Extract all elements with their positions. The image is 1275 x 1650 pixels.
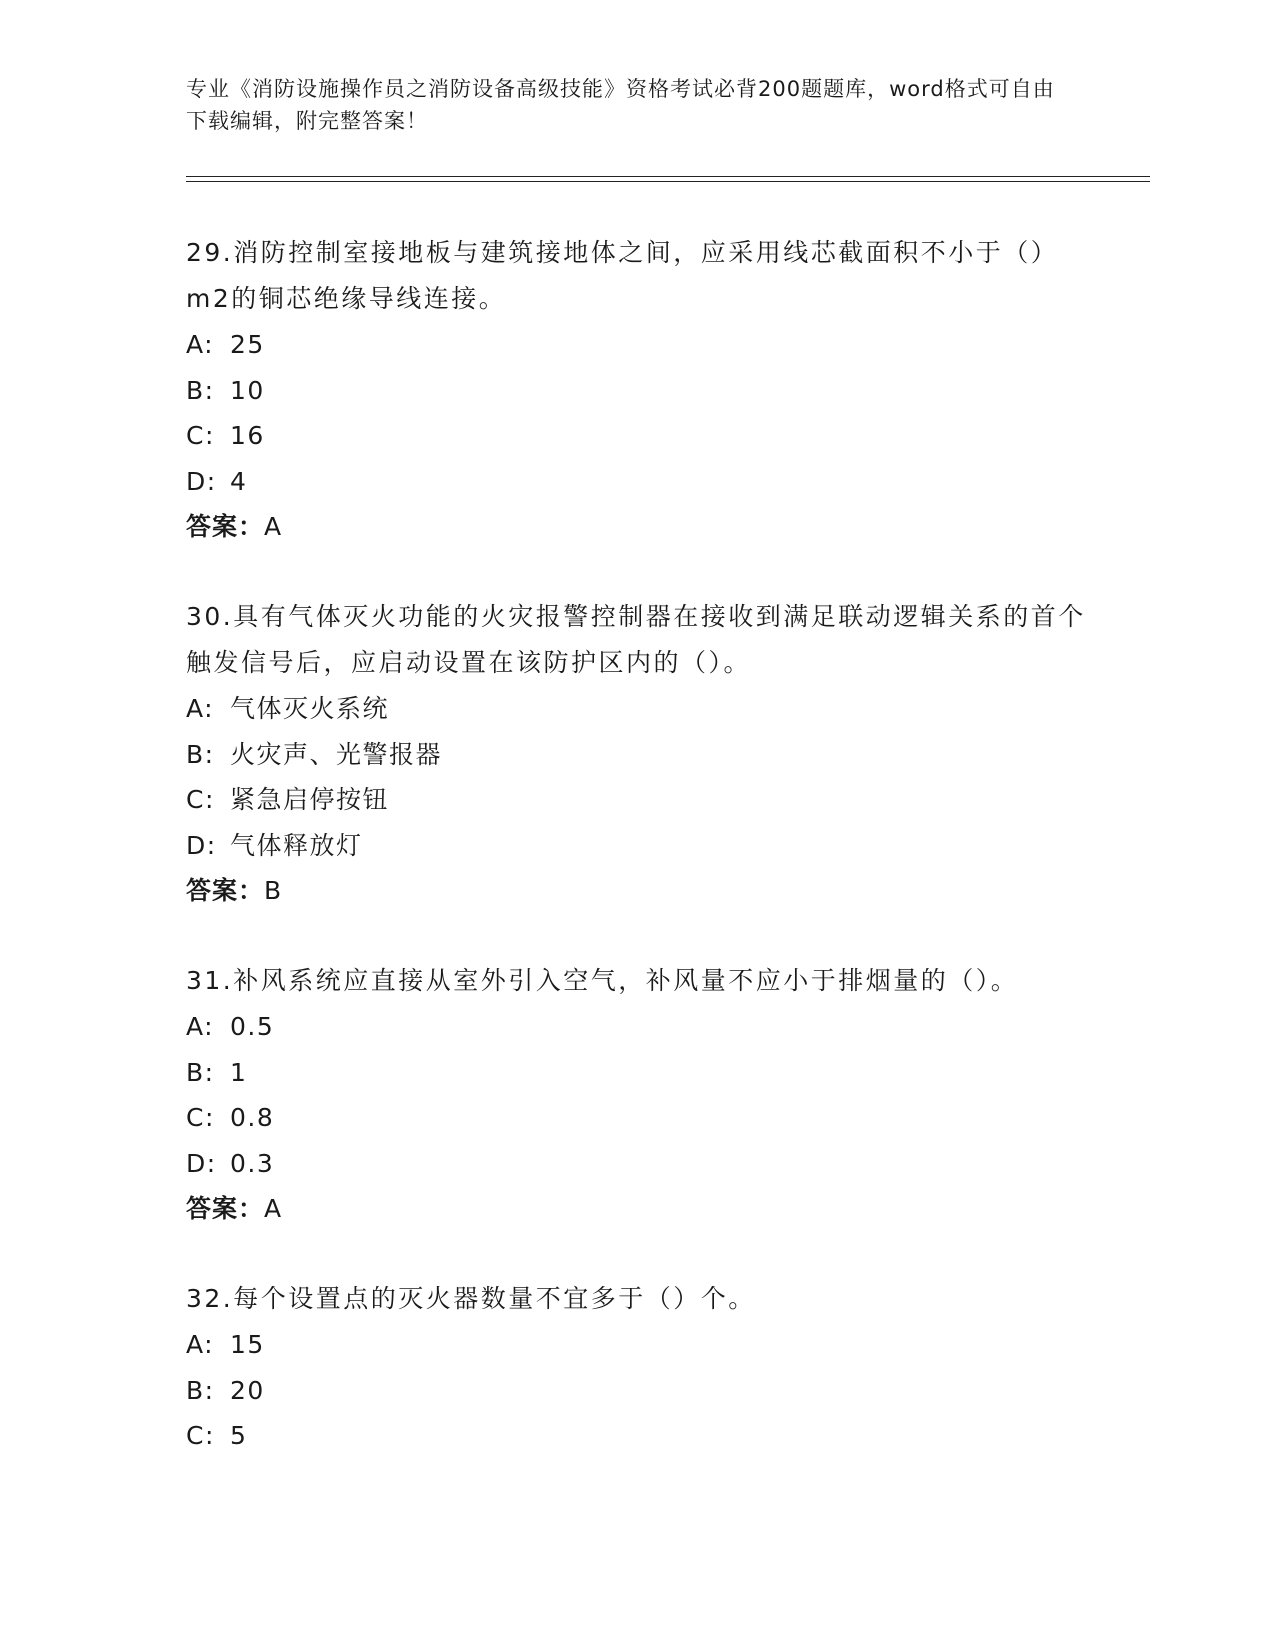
- option-text: 0.5: [230, 1012, 275, 1041]
- answer-label: 答案：: [186, 1194, 265, 1223]
- question-stem: 32.每个设置点的灭火器数量不宜多于（）个。: [186, 1284, 756, 1313]
- answer-line: [186, 1186, 1086, 1232]
- question-stem: 29.消防控制室接地板与建筑接地体之间，应采用线芯截面积不小于（）m2的铜芯绝缘导线连接。: [186, 238, 1059, 313]
- option-a: [186, 322, 1086, 368]
- question-30: [186, 594, 1086, 914]
- option-text: 0.3: [230, 1148, 275, 1178]
- question-32: [186, 1276, 1086, 1459]
- option-text: 气体灭火系统: [230, 694, 390, 723]
- option-b: [186, 732, 1086, 778]
- answer-label: 答案：: [186, 512, 265, 541]
- answer-line: [186, 504, 1086, 550]
- answer-value: B: [264, 876, 283, 905]
- question-31: [186, 958, 1086, 1232]
- option-key: B:: [186, 375, 215, 405]
- document-header: 专业《消防设施操作员之消防设备高级技能》资格考试必背200题题库，word格式可自由下载编辑，附完整答案！: [186, 77, 1055, 133]
- option-text: 16: [230, 421, 265, 450]
- option-a: [186, 1004, 1086, 1050]
- option-key: C:: [186, 1103, 215, 1132]
- option-text: 15: [230, 1330, 265, 1359]
- option-key: A:: [186, 1330, 215, 1359]
- header-divider-top: [186, 176, 1150, 177]
- header-divider-bottom: [186, 181, 1150, 182]
- option-a: [186, 686, 1086, 732]
- option-text: 1: [230, 1057, 248, 1087]
- option-key: C:: [186, 1421, 215, 1450]
- option-text: 5: [230, 1421, 248, 1450]
- option-text: 10: [230, 375, 265, 405]
- option-key: D:: [186, 830, 217, 860]
- answer-line: [186, 868, 1086, 914]
- answer-value: A: [264, 1194, 283, 1223]
- option-text: 25: [230, 330, 265, 359]
- option-key: C:: [186, 785, 215, 814]
- option-key: D:: [186, 1148, 217, 1178]
- answer-value: A: [264, 512, 283, 541]
- option-text: 气体释放灯: [230, 830, 363, 860]
- option-key: B:: [186, 1375, 215, 1405]
- option-key: D:: [186, 466, 217, 496]
- option-d: [186, 1141, 1086, 1187]
- option-text: 20: [230, 1375, 265, 1405]
- option-d: [186, 459, 1086, 505]
- option-b: [186, 1050, 1086, 1096]
- option-c: [186, 1095, 1086, 1141]
- question-stem: 31.补风系统应直接从室外引入空气，补风量不应小于排烟量的（）。: [186, 966, 1019, 995]
- option-key: B:: [186, 739, 215, 769]
- option-c: [186, 413, 1086, 459]
- option-key: A:: [186, 330, 215, 359]
- option-text: 火灾声、光警报器: [230, 739, 443, 769]
- option-key: B:: [186, 1057, 215, 1087]
- option-c: [186, 1413, 1086, 1459]
- option-b: [186, 1368, 1086, 1414]
- option-text: 4: [230, 466, 248, 496]
- question-29: [186, 230, 1086, 550]
- question-stem: 30.具有气体灭火功能的火灾报警控制器在接收到满足联动逻辑关系的首个触发信号后，应启动设置在该防护区内的（）。: [186, 602, 1086, 677]
- option-text: 0.8: [230, 1103, 275, 1132]
- answer-label: 答案：: [186, 876, 265, 905]
- option-b: [186, 368, 1086, 414]
- option-key: A:: [186, 694, 215, 723]
- option-a: [186, 1322, 1086, 1368]
- option-text: 紧急启停按钮: [230, 785, 390, 814]
- option-c: [186, 777, 1086, 823]
- option-key: A:: [186, 1012, 215, 1041]
- option-d: [186, 823, 1086, 869]
- option-key: C:: [186, 421, 215, 450]
